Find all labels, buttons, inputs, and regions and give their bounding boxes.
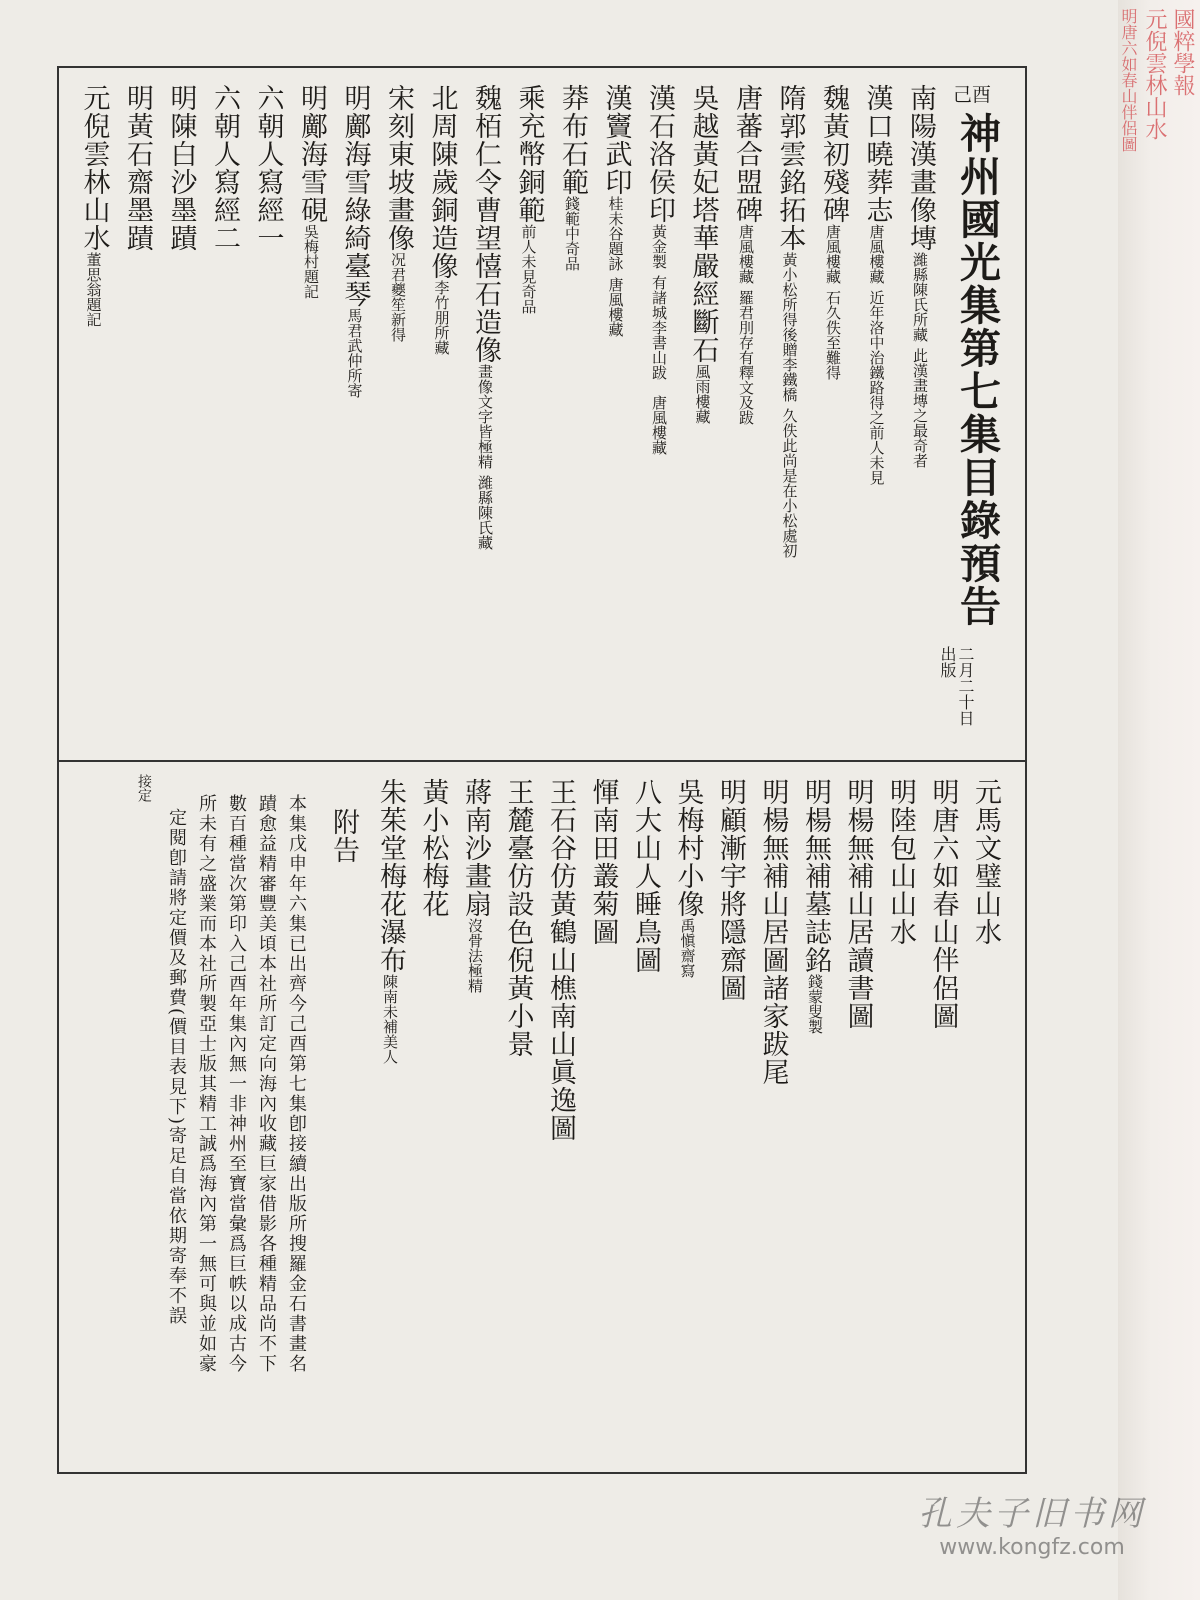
catalog-item xyxy=(688,84,718,424)
section-divider xyxy=(57,760,1027,762)
item-name: 明鄺海雪綠綺臺琴 xyxy=(339,84,371,308)
watermark-url: www.kongfz.com xyxy=(939,1535,1125,1560)
item-note: 錢蒙叟製 xyxy=(806,974,824,1034)
item-name: 惲南田叢菊圖 xyxy=(587,778,619,946)
item-name: 明鄺海雪硯 xyxy=(296,84,327,224)
item-note: 唐風樓藏 xyxy=(824,224,842,284)
item-note: 沒骨法極精 xyxy=(466,918,484,993)
item-note: 唐風樓藏 xyxy=(737,224,755,284)
notice-line: 所未有之盛業而本社所製亞士版其精工誠爲海內第一無可與並如豪 xyxy=(196,794,217,1374)
catalog-item xyxy=(775,84,805,558)
item-note: 前人未見奇品 xyxy=(519,224,538,314)
item-note: 黃金製 xyxy=(650,224,668,269)
item-name: 王石谷仿黃鶴山樵南山眞逸圖 xyxy=(545,778,576,1142)
catalog-item xyxy=(340,84,370,398)
notice-heading: 附告 xyxy=(328,808,359,864)
year-label: 己酉 xyxy=(953,84,992,106)
item-remark: 唐風樓藏 xyxy=(606,277,625,337)
item-name: 明陸包山山水 xyxy=(885,778,916,946)
catalog-item xyxy=(630,778,660,974)
catalog-item xyxy=(885,778,915,946)
page-title: 神州國光集第七集目錄預告 xyxy=(953,112,1001,628)
item-note: 唐風樓藏 xyxy=(867,224,886,284)
adjacent-page-text: 元倪雲林山水 xyxy=(1142,8,1167,140)
item-name: 明顧漸宇將隱齋圖 xyxy=(715,778,746,1002)
adjacent-page-edge xyxy=(1118,0,1200,1600)
watermark xyxy=(882,1486,1182,1560)
item-note: 禹愼齋寫 xyxy=(678,918,697,978)
catalog-item xyxy=(928,778,958,1030)
item-name: 蔣南沙畫扇 xyxy=(460,778,491,918)
adjacent-page-text: 明唐六如春山伴侶圖 xyxy=(1119,8,1138,152)
item-name: 隋郭雲銘拓本 xyxy=(774,84,806,252)
release-date: 二月二十日出版 xyxy=(938,646,975,726)
catalog-item xyxy=(122,84,152,252)
adjacent-page-text: 國粹學報 xyxy=(1170,8,1195,96)
item-name: 元倪雲林山水 xyxy=(78,84,110,252)
catalog-item xyxy=(557,84,587,271)
item-name: 漢石洛侯印 xyxy=(644,84,675,224)
item-name: 唐蕃合盟碑 xyxy=(731,84,762,224)
catalog-item xyxy=(862,84,892,485)
item-remark: 此漢畫塼之最奇者 xyxy=(911,348,929,468)
catalog-item xyxy=(418,778,448,918)
catalog-item xyxy=(79,84,109,327)
item-name: 吳梅村小像 xyxy=(672,778,704,918)
notice-line: 蹟愈益精審豐美頃本社所訂定向海內收藏巨家借影各種精品尚不下 xyxy=(256,794,277,1374)
catalog-item xyxy=(800,778,830,1034)
item-note: 黃小松所得後贈李鐵橋 xyxy=(780,252,799,402)
catalog-item xyxy=(758,778,788,1086)
item-note: 桂未谷題詠 xyxy=(606,196,625,271)
item-remark: 石久佚至難得 xyxy=(824,290,842,380)
notice-line: 本集戊申年六集已出齊今己酉第七集卽接續出版所搜羅金石書畫名 xyxy=(286,794,307,1374)
item-name: 明楊無補山居讀書圖 xyxy=(842,778,874,1030)
catalog-item xyxy=(383,84,413,342)
item-note: 風雨樓藏 xyxy=(693,364,712,424)
item-name: 乘充幣銅範 xyxy=(513,84,545,224)
catalog-item xyxy=(843,778,873,1030)
item-name: 明楊無補山居圖諸家跋尾 xyxy=(757,778,789,1086)
catalog-item xyxy=(375,778,405,1064)
item-name: 南陽漢畫像塼 xyxy=(905,84,936,252)
item-name: 明陳白沙墨蹟 xyxy=(165,84,197,252)
item-name: 六朝人寫經一 xyxy=(252,84,284,252)
item-name: 莽布石範 xyxy=(557,84,588,196)
item-name: 元馬文璧山水 xyxy=(970,778,1001,946)
item-name: 明唐六如春山伴侶圖 xyxy=(927,778,959,1030)
item-note: 董思翁題記 xyxy=(84,252,103,327)
catalog-item xyxy=(715,778,745,1002)
item-note: 馬君武仲所寄 xyxy=(345,308,364,398)
catalog-item xyxy=(209,84,239,252)
item-name: 魏栢仁令曹望憘石造像 xyxy=(470,84,501,364)
item-remark: 濰縣陳氏藏 xyxy=(476,475,494,550)
item-remark: 近年洛中治鐵路得之前人未見 xyxy=(867,290,886,485)
item-note: 李竹朋所藏 xyxy=(432,280,451,355)
catalog-item xyxy=(970,778,1000,946)
catalog-item xyxy=(503,778,533,1058)
item-remark: 羅君刖存有釋文及跋 xyxy=(737,290,755,425)
item-name: 八大山人睡鳥圖 xyxy=(630,778,661,974)
item-name: 漢口曉葬志 xyxy=(861,84,893,224)
item-name: 王麓臺仿設色倪黃小景 xyxy=(502,778,534,1058)
catalog-item xyxy=(166,84,196,252)
item-name: 宋刻東坡畫像 xyxy=(383,84,414,252)
item-name: 魏黃初殘碑 xyxy=(818,84,849,224)
item-remark: 有諸城李書山跋 唐風樓藏 xyxy=(650,275,668,455)
item-note: 畫像文字皆極精 xyxy=(476,364,494,469)
catalog-item xyxy=(470,84,500,550)
catalog-item xyxy=(296,84,326,299)
item-note: 陳南未補美人 xyxy=(381,974,399,1064)
item-name: 北周陳歲銅造像 xyxy=(426,84,458,280)
item-name: 明楊無補墓誌銘 xyxy=(800,778,831,974)
item-name: 六朝人寫經二 xyxy=(209,84,240,252)
catalog-item xyxy=(253,84,283,252)
item-name: 黃小松梅花 xyxy=(417,778,449,918)
catalog-item xyxy=(731,84,761,425)
watermark-text: 孔夫子旧书网 xyxy=(918,1494,1146,1534)
item-name: 吳越黃妃塔華嚴經斷石 xyxy=(687,84,719,364)
catalog-item xyxy=(673,778,703,978)
catalog-item xyxy=(601,84,631,337)
item-remark: 久佚此尚是在小松處初 xyxy=(780,408,799,558)
catalog-item xyxy=(818,84,848,380)
item-note: 錢範中奇品 xyxy=(563,196,581,271)
item-note: 濰縣陳氏所藏 xyxy=(911,252,929,342)
catalog-item xyxy=(427,84,457,355)
catalog-item xyxy=(644,84,674,455)
catalog-item xyxy=(588,778,618,946)
notice-margin-note: 接定 xyxy=(136,774,152,802)
notice-line: 數百種當次第印入己酉年集內無一非神州至寶當彙爲巨帙以成古今 xyxy=(226,794,247,1374)
item-name: 朱茱堂梅花瀑布 xyxy=(375,778,406,974)
catalog-item xyxy=(460,778,490,993)
catalog-item xyxy=(905,84,935,468)
item-note: 况君夔笙新得 xyxy=(389,252,407,342)
item-note: 吳梅村題記 xyxy=(302,224,320,299)
catalog-item xyxy=(545,778,575,1142)
catalog-item xyxy=(514,84,544,314)
notice-line: 定閱卽請將定價及郵費(價目表見下)寄足自當依期寄奉不誤 xyxy=(166,808,187,1327)
item-name: 漢竇武印 xyxy=(600,84,632,196)
item-name: 明黃石齋墨蹟 xyxy=(122,84,153,252)
